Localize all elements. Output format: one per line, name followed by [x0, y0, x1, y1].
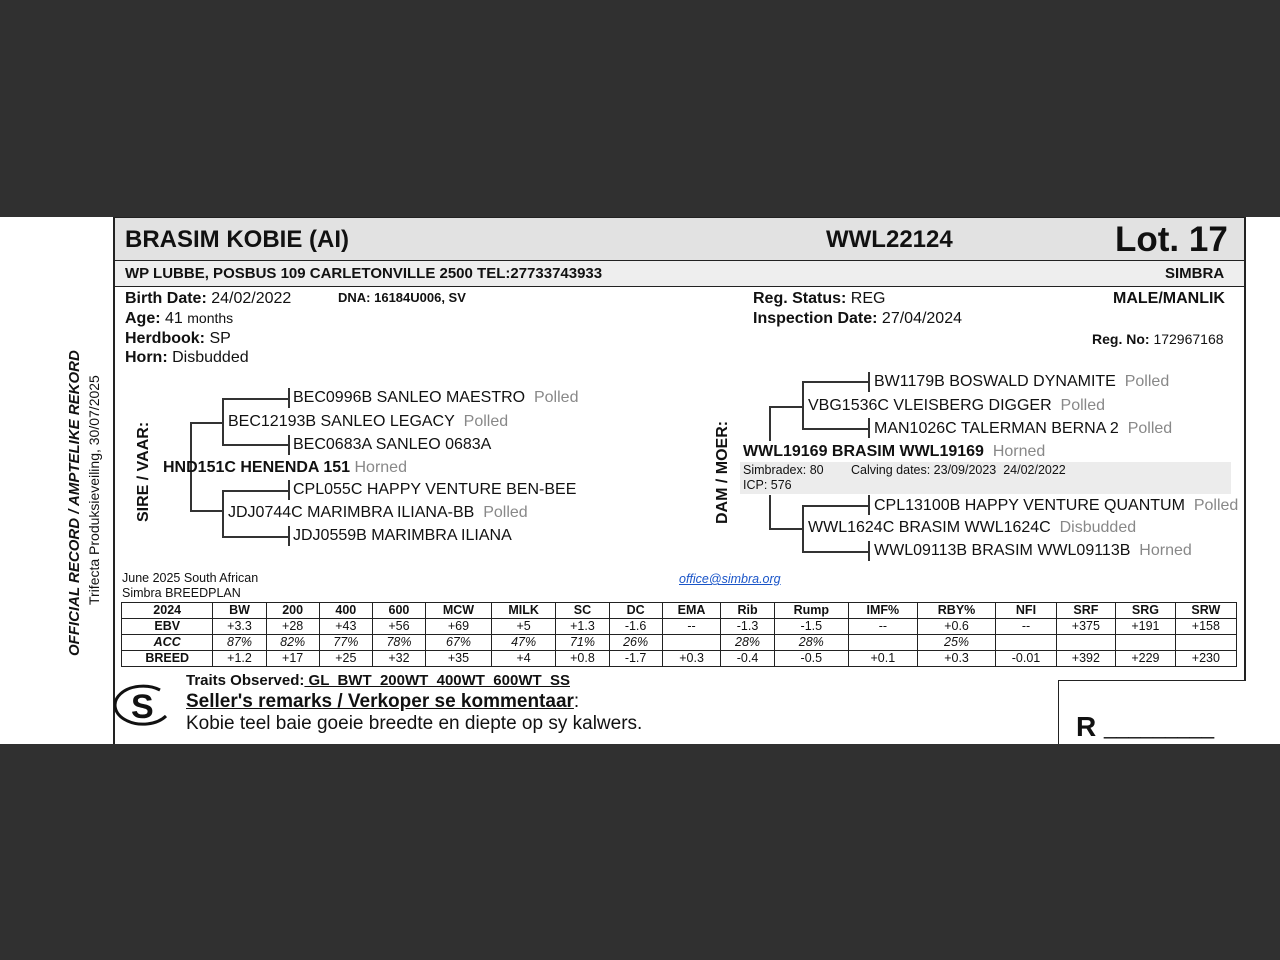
pedigree-ssd: BEC0683A SANLEO 0683A: [293, 436, 492, 453]
dam-side-label: DAM / MOER:: [714, 420, 731, 524]
ebv-cell: 28%: [721, 635, 774, 651]
ebv-cell: 77%: [319, 635, 372, 651]
ebv-cell: +0.3: [662, 651, 721, 667]
breedplan-line2: Simbra BREEDPLAN: [122, 586, 241, 600]
ebv-trait-header: BW: [213, 603, 266, 619]
breedplan-line1: June 2025 South African: [122, 571, 259, 585]
ebv-cell: 71%: [556, 635, 609, 651]
price-label: R: [1076, 711, 1097, 742]
ss-bracket-top: [222, 398, 288, 400]
ebv-cell: -0.01: [996, 651, 1056, 667]
sire-bracket-top: [190, 422, 222, 424]
ebv-cell: [1056, 635, 1116, 651]
ebv-cell: 26%: [609, 635, 662, 651]
ebv-trait-header: NFI: [996, 603, 1056, 619]
ss-bracket: [222, 398, 224, 444]
herdbook-value: SP: [209, 330, 231, 347]
ebv-cell: +17: [266, 651, 319, 667]
sex: MALE/MANLIK: [1113, 290, 1225, 307]
ebv-trait-header: DC: [609, 603, 662, 619]
ebv-row-label: EBV: [122, 619, 213, 635]
ebv-cell: 25%: [917, 635, 996, 651]
dd-tick-top: [868, 495, 870, 515]
ebv-cell: +4: [491, 651, 555, 667]
age-unit: months: [187, 310, 234, 326]
reg-no: [1092, 331, 1224, 347]
ebv-cell: +375: [1056, 619, 1116, 635]
breed-name: SIMBRA: [1165, 265, 1225, 282]
ebv-year-header: 2024: [122, 603, 213, 619]
sd-bracket-bottom: [222, 536, 288, 538]
ebv-cell: +229: [1116, 651, 1176, 667]
pedigree-dd: WWL1624C BRASIM WWL1624C Disbudded: [808, 519, 1137, 536]
breed-row: [122, 651, 1237, 667]
sd-tick-bottom: [288, 526, 290, 546]
ebv-cell: 28%: [774, 635, 848, 651]
dam-calving-dates: Calving dates: 23/09/2023 24/02/2022: [851, 463, 1066, 477]
ebv-cell: -1.5: [774, 619, 848, 635]
official-record-label: OFFICIAL RECORD / AMPTELIKE REKORD: [66, 350, 83, 656]
lot-number: Lot. 17: [1115, 220, 1228, 259]
pedigree-dam: WWL19169 BRASIM WWL19169 Horned: [743, 443, 1046, 460]
birth-date: [125, 290, 291, 308]
ebv-cell: --: [996, 619, 1056, 635]
ebv-cell: [662, 635, 721, 651]
ebv-cell: +158: [1175, 619, 1236, 635]
ebv-cell: -1.6: [609, 619, 662, 635]
sd-bracket: [222, 490, 224, 536]
pedigree-ss: BEC12193B SANLEO LEGACY Polled: [228, 413, 509, 430]
ebv-trait-header: SRG: [1116, 603, 1176, 619]
sd-tick-top: [288, 480, 290, 500]
ebv-cell: +3.3: [213, 619, 266, 635]
ss-bracket-bottom: [222, 444, 288, 446]
ebv-trait-header: Rump: [774, 603, 848, 619]
seller-remarks-text: Kobie teel baie goeie breedte en diepte op sy kalwers.: [186, 713, 643, 734]
ebv-cell: -0.5: [774, 651, 848, 667]
traits-label: Traits Observed:: [186, 672, 305, 689]
dam-bracket-up: [769, 406, 771, 441]
remarks-label: Seller's remarks / Verkoper se kommentaar: [186, 691, 574, 712]
sire-side-label: SIRE / VAAR:: [135, 421, 152, 522]
pedigree-dds: CPL13100B HAPPY VENTURE QUANTUM Polled: [874, 497, 1239, 514]
remarks-colon: :: [573, 691, 580, 712]
dam-bracket-top: [769, 406, 802, 408]
ebv-cell: [1175, 635, 1236, 651]
dam-bracket-down: [769, 495, 771, 529]
ebv-cell: 82%: [266, 635, 319, 651]
dam-icp: ICP: 576: [743, 478, 792, 492]
age-label: Age:: [125, 310, 161, 327]
ebv-trait-header: SRW: [1175, 603, 1236, 619]
pedigree-ddd: WWL09113B BRASIM WWL09113B Horned: [874, 542, 1192, 559]
ebv-trait-header: 600: [372, 603, 425, 619]
ebv-trait-header: EMA: [662, 603, 721, 619]
simbra-logo: [114, 682, 174, 728]
inspection-date: [753, 310, 962, 328]
pedigree-dsd: MAN1026C TALERMAN BERNA 2 Polled: [874, 420, 1173, 437]
ds-tick-top: [868, 372, 870, 392]
reg-no-label: Reg. No:: [1092, 331, 1150, 347]
ebv-cell: +56: [372, 619, 425, 635]
price-input-line[interactable]: _________: [1104, 714, 1215, 739]
ebv-header-row: [122, 603, 1237, 619]
dd-tick-bottom: [868, 541, 870, 561]
age-value: 41: [165, 310, 183, 327]
birth-date-value: 24/02/2022: [211, 290, 292, 307]
dam-simbradex: Simbradex: 80: [743, 463, 824, 477]
ebv-trait-header: MILK: [491, 603, 555, 619]
dd-bracket-bottom: [802, 551, 868, 553]
dd-bracket-top: [802, 505, 868, 507]
sd-bracket-top: [222, 490, 288, 492]
ebv-cell: [996, 635, 1056, 651]
inspection-date-value: 27/04/2024: [881, 310, 962, 327]
horn-value: Disbudded: [172, 349, 249, 366]
simbra-logo-icon: [114, 682, 174, 728]
ebv-row-label: BREED: [122, 651, 213, 667]
pedigree-dss: BW1179B BOSWALD DYNAMITE Polled: [874, 373, 1170, 390]
inspection-date-label: Inspection Date:: [753, 310, 878, 327]
card-border-right: [1244, 217, 1246, 681]
animal-name: BRASIM KOBIE (AI): [125, 226, 349, 253]
breeder-address: WP LUBBE, POSBUS 109 CARLETONVILLE 2500 TEL:27733743933: [125, 265, 603, 282]
card-border-left: [113, 217, 115, 744]
ebv-cell: +0.6: [917, 619, 996, 635]
ebv-cell: +25: [319, 651, 372, 667]
ebv-cell: +392: [1056, 651, 1116, 667]
ebv-cell: +32: [372, 651, 425, 667]
ds-bracket-top: [802, 381, 868, 383]
ebv-cell: [1116, 635, 1176, 651]
ebv-table: [121, 602, 1237, 667]
ebv-trait-header: RBY%: [917, 603, 996, 619]
ss-tick-top: [288, 388, 290, 408]
pedigree-sds: CPL055C HAPPY VENTURE BEN-BEE: [293, 481, 577, 498]
ebv-cell: +43: [319, 619, 372, 635]
pedigree-sd: JDJ0744C MARIMBRA ILIANA-BB Polled: [228, 504, 528, 521]
ebv-cell: +0.3: [917, 651, 996, 667]
herdbook: [125, 330, 231, 348]
herdbook-label: Herdbook:: [125, 330, 205, 347]
logo-letter: S: [131, 688, 154, 726]
ebv-cell: +69: [426, 619, 492, 635]
ebv-cell: +1.3: [556, 619, 609, 635]
animal-reg-id: WWL22124: [826, 226, 953, 253]
ebv-cell: +35: [426, 651, 492, 667]
traits-value: GL BWT 200WT 400WT 600WT SS: [304, 672, 570, 689]
ebv-trait-header: 400: [319, 603, 372, 619]
acc-row: [122, 635, 1237, 651]
ebv-cell: 67%: [426, 635, 492, 651]
horn: [125, 349, 249, 367]
reg-status-value: REG: [850, 290, 886, 307]
ebv-cell: +0.8: [556, 651, 609, 667]
ebv-trait-header: IMF%: [849, 603, 918, 619]
ebv-cell: -1.7: [609, 651, 662, 667]
ebv-trait-header: MCW: [426, 603, 492, 619]
ebv-cell: +0.1: [849, 651, 918, 667]
ebv-cell: -1.3: [721, 619, 774, 635]
ebv-trait-header: SRF: [1056, 603, 1116, 619]
ebv-trait-header: SC: [556, 603, 609, 619]
reg-status: [753, 290, 885, 308]
ss-tick-bottom: [288, 435, 290, 455]
ebv-cell: +1.2: [213, 651, 266, 667]
pedigree-sss: BEC0996B SANLEO MAESTRO Polled: [293, 389, 579, 406]
ebv-cell: 47%: [491, 635, 555, 651]
ebv-trait-header: Rib: [721, 603, 774, 619]
pedigree-ds: VBG1536C VLEISBERG DIGGER Polled: [808, 397, 1106, 414]
ebv-cell: [849, 635, 918, 651]
ebv-row-label: ACC: [122, 635, 213, 651]
reg-status-label: Reg. Status:: [753, 290, 847, 307]
horn-label: Horn:: [125, 349, 168, 366]
ebv-cell: -0.4: [721, 651, 774, 667]
birth-date-label: Birth Date:: [125, 290, 207, 307]
dna-info: DNA: 16184U006, SV: [338, 290, 466, 305]
ds-bracket: [802, 381, 804, 428]
ebv-cell: +28: [266, 619, 319, 635]
reg-no-value: 172967168: [1153, 331, 1224, 347]
ebv-cell: +230: [1175, 651, 1236, 667]
ebv-cell: --: [662, 619, 721, 635]
ebv-cell: 78%: [372, 635, 425, 651]
ebv-cell: +191: [1116, 619, 1176, 635]
auction-label: Trifecta Produksieveiling, 30/07/2025: [86, 375, 102, 605]
ebv-row: [122, 619, 1237, 635]
pedigree-sire: HND151C HENENDA 151 Horned: [163, 459, 407, 476]
ds-bracket-bottom: [802, 428, 868, 430]
ds-tick-bottom: [868, 418, 870, 438]
pedigree-sdd: JDJ0559B MARIMBRA ILIANA: [293, 527, 512, 544]
ebv-trait-header: 200: [266, 603, 319, 619]
age: [125, 310, 233, 328]
sire-bracket-bottom: [190, 510, 222, 512]
dam-bracket-bottom: [769, 528, 802, 530]
ebv-cell: 87%: [213, 635, 266, 651]
email-link[interactable]: office@simbra.org: [679, 572, 781, 586]
ebv-cell: --: [849, 619, 918, 635]
catalogue-sheet: [0, 217, 1280, 744]
ebv-cell: +5: [491, 619, 555, 635]
traits-observed: [186, 672, 570, 689]
seller-remarks-heading: [186, 691, 579, 713]
dd-bracket: [802, 505, 804, 551]
